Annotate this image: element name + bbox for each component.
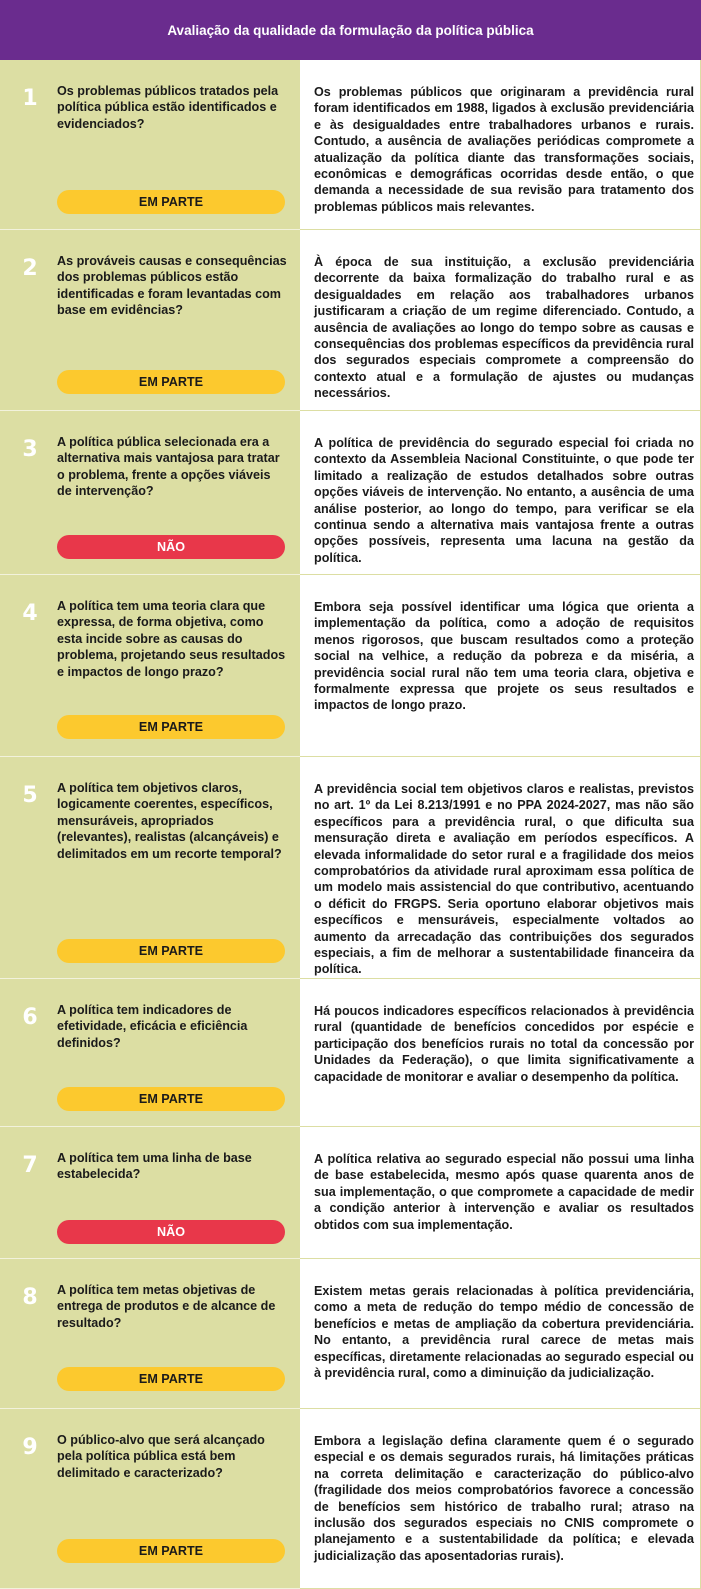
row-number: 7	[22, 1153, 38, 1178]
table-row	[0, 575, 701, 757]
table-row	[0, 230, 701, 411]
question-cell	[0, 1259, 300, 1409]
question-cell	[0, 1409, 300, 1589]
page-title: Avaliação da qualidade da formulação da política pública	[0, 0, 701, 60]
answer-text: Embora a legislação defina claramente quem é o segurado especial e os demais segurados rurais, há limitações práticas na correta delimitação e caracterização do público-alvo (fragilidade dos meios comprobatórios favorece a concessão de benefícios sem histórico de trabalho rural; atraso na inclusão dos segurados especiais no CNIS compromete o planejamento e a sustentabilidade da política; e elevada judicialização das aposentadorias rurais).	[300, 1409, 701, 1589]
question-text: O público-alvo que será alcançado pela política pública está bem delimitado e caracterizado?	[57, 1433, 265, 1480]
row-number: 4	[22, 601, 38, 626]
evaluation-table	[0, 60, 701, 1589]
answer-text: A política de previdência do segurado especial foi criada no contexto da Assembleia Nacional Constituinte, o que pode ter limitado a realização de estudos detalhados sobre outras opções viáveis de intervenção. No entanto, a ausência de uma análise posterior, ao longo do tempo, para verificar se ela continua sendo a alternativa mais vantajosa frente a outras opções possíveis, representa uma lacuna na gestão da política.	[300, 411, 701, 575]
row-number: 9	[22, 1435, 38, 1460]
question-text: A política tem indicadores de efetividade, eficácia e eficiência definidos?	[57, 1003, 248, 1050]
status-badge: NÃO	[57, 1220, 285, 1244]
row-number: 5	[22, 783, 38, 808]
answer-text: Os problemas públicos que originaram a previdência rural foram identificados em 1988, ligados à exclusão previdenciária e às desigualdades entre trabalhadores urbanos e rurais. Contudo, a ausência de avaliações periódicas compromete a atualização da política diante das transformações sociais, econômicas e demográficas ocorridas desde então, o que demanda a necessidade de sua revisão para tratamento dos problemas públicos mais relevantes.	[300, 60, 701, 230]
question-cell	[0, 575, 300, 757]
row-number: 2	[22, 256, 38, 281]
row-number: 1	[22, 86, 38, 111]
status-badge: EM PARTE	[57, 939, 285, 963]
row-number: 3	[22, 437, 38, 462]
answer-text: Embora seja possível identificar uma lógica que orienta a implementação da política, como a adoção de requisitos menos rigorosos, que buscam resultados como a proteção social na velhice, a redução da pobreza e da miséria, a previdência social rural não tem uma teoria clara, objetiva e formalmente expressa que projete os seus resultados e impactos de longo prazo.	[300, 575, 701, 757]
question-text: Os problemas públicos tratados pela política pública estão identificados e evidenciados?	[57, 84, 279, 131]
question-text: A política pública selecionada era a alternativa mais vantajosa para tratar o problema, frente a opções viáveis de intervenção?	[57, 435, 280, 499]
question-cell	[0, 1127, 300, 1259]
table-row	[0, 1127, 701, 1259]
question-text: A política tem objetivos claros, logicamente coerentes, específicos, mensuráveis, apropriados (relevantes), realistas (alcançáveis) e delimitados em um recorte temporal?	[57, 781, 282, 861]
table-row	[0, 411, 701, 575]
status-badge: EM PARTE	[57, 715, 285, 739]
table-row	[0, 1259, 701, 1409]
table-row	[0, 60, 701, 230]
status-badge: EM PARTE	[57, 1539, 285, 1563]
question-cell	[0, 757, 300, 979]
answer-text: A política relativa ao segurado especial não possui uma linha de base estabelecida, mesmo após quase quarenta anos de sua implementação, o que compromete a capacidade de medir a condição anterior à intervenção e avaliar os resultados obtidos com sua implementação.	[300, 1127, 701, 1259]
status-badge: EM PARTE	[57, 1367, 285, 1391]
question-cell	[0, 979, 300, 1127]
answer-text: À época de sua instituição, a exclusão previdenciária decorrente da baixa formalização do trabalho rural e as desigualdades em relação aos trabalhadores urbanos justificaram a criação de um regime diferenciado. Contudo, a ausência de avaliações ao longo do tempo sobre as causas e consequências dos problemas específicos da previdência rural dos segurados especiais compromete a compreensão do contexto atual e a formulação de ajustes ou mudanças necessários.	[300, 230, 701, 411]
status-badge: NÃO	[57, 535, 285, 559]
question-cell	[0, 230, 300, 411]
status-badge: EM PARTE	[57, 370, 285, 394]
table-row	[0, 1409, 701, 1589]
question-cell	[0, 411, 300, 575]
table-row	[0, 979, 701, 1127]
question-text: As prováveis causas e consequências dos problemas públicos estão identificadas e foram levantadas com base em evidências?	[57, 254, 287, 318]
table-row	[0, 757, 701, 979]
answer-text: A previdência social tem objetivos claros e realistas, previstos no art. 1º da Lei 8.213/1991 e no PPA 2024-2027, mas não são específicos para a previdência rural, o que dificulta sua mensuração direta e avaliação em períodos específicos. A elevada informalidade do setor rural e a fragilidade dos meios comprobatórios da atividade rural aproximam essa política de um modelo mais assistencial do que contributivo, acentuando o déficit do FRGPS. Seria oportuno elaborar objetivos mais específicos e mensuráveis, especialmente voltados ao aumento da arrecadação das contribuições dos segurados especiais, a fim de melhorar a sustentabilidade financeira da política.	[300, 757, 701, 979]
row-number: 8	[22, 1285, 38, 1310]
answer-text: Existem metas gerais relacionadas à política previdenciária, como a meta de redução do tempo médio de concessão de benefícios e metas de ampliação da cobertura previdenciária. No entanto, a previdência rural carece de metas mais específicas, diretamente relacionadas ao segurado especial ou à previdência rural, como a diminuição da judicialização.	[300, 1259, 701, 1409]
question-text: A política tem uma teoria clara que expressa, de forma objetiva, como esta incide sobre as causas do problema, projetando seus resultados e impactos de longo prazo?	[57, 599, 286, 679]
question-text: A política tem uma linha de base estabelecida?	[57, 1151, 252, 1182]
question-text: A política tem metas objetivas de entrega de produtos e de alcance de resultado?	[57, 1283, 276, 1330]
answer-text: Há poucos indicadores específicos relacionados à previdência rural (quantidade de benefícios concedidos por espécie e participação dos benefícios rurais no total da concessão por Unidades da Federação), o que limita significativamente a capacidade de monitorar e avaliar o desempenho da política.	[300, 979, 701, 1127]
row-number: 6	[22, 1005, 38, 1030]
question-cell	[0, 60, 300, 230]
status-badge: EM PARTE	[57, 1087, 285, 1111]
status-badge: EM PARTE	[57, 190, 285, 214]
